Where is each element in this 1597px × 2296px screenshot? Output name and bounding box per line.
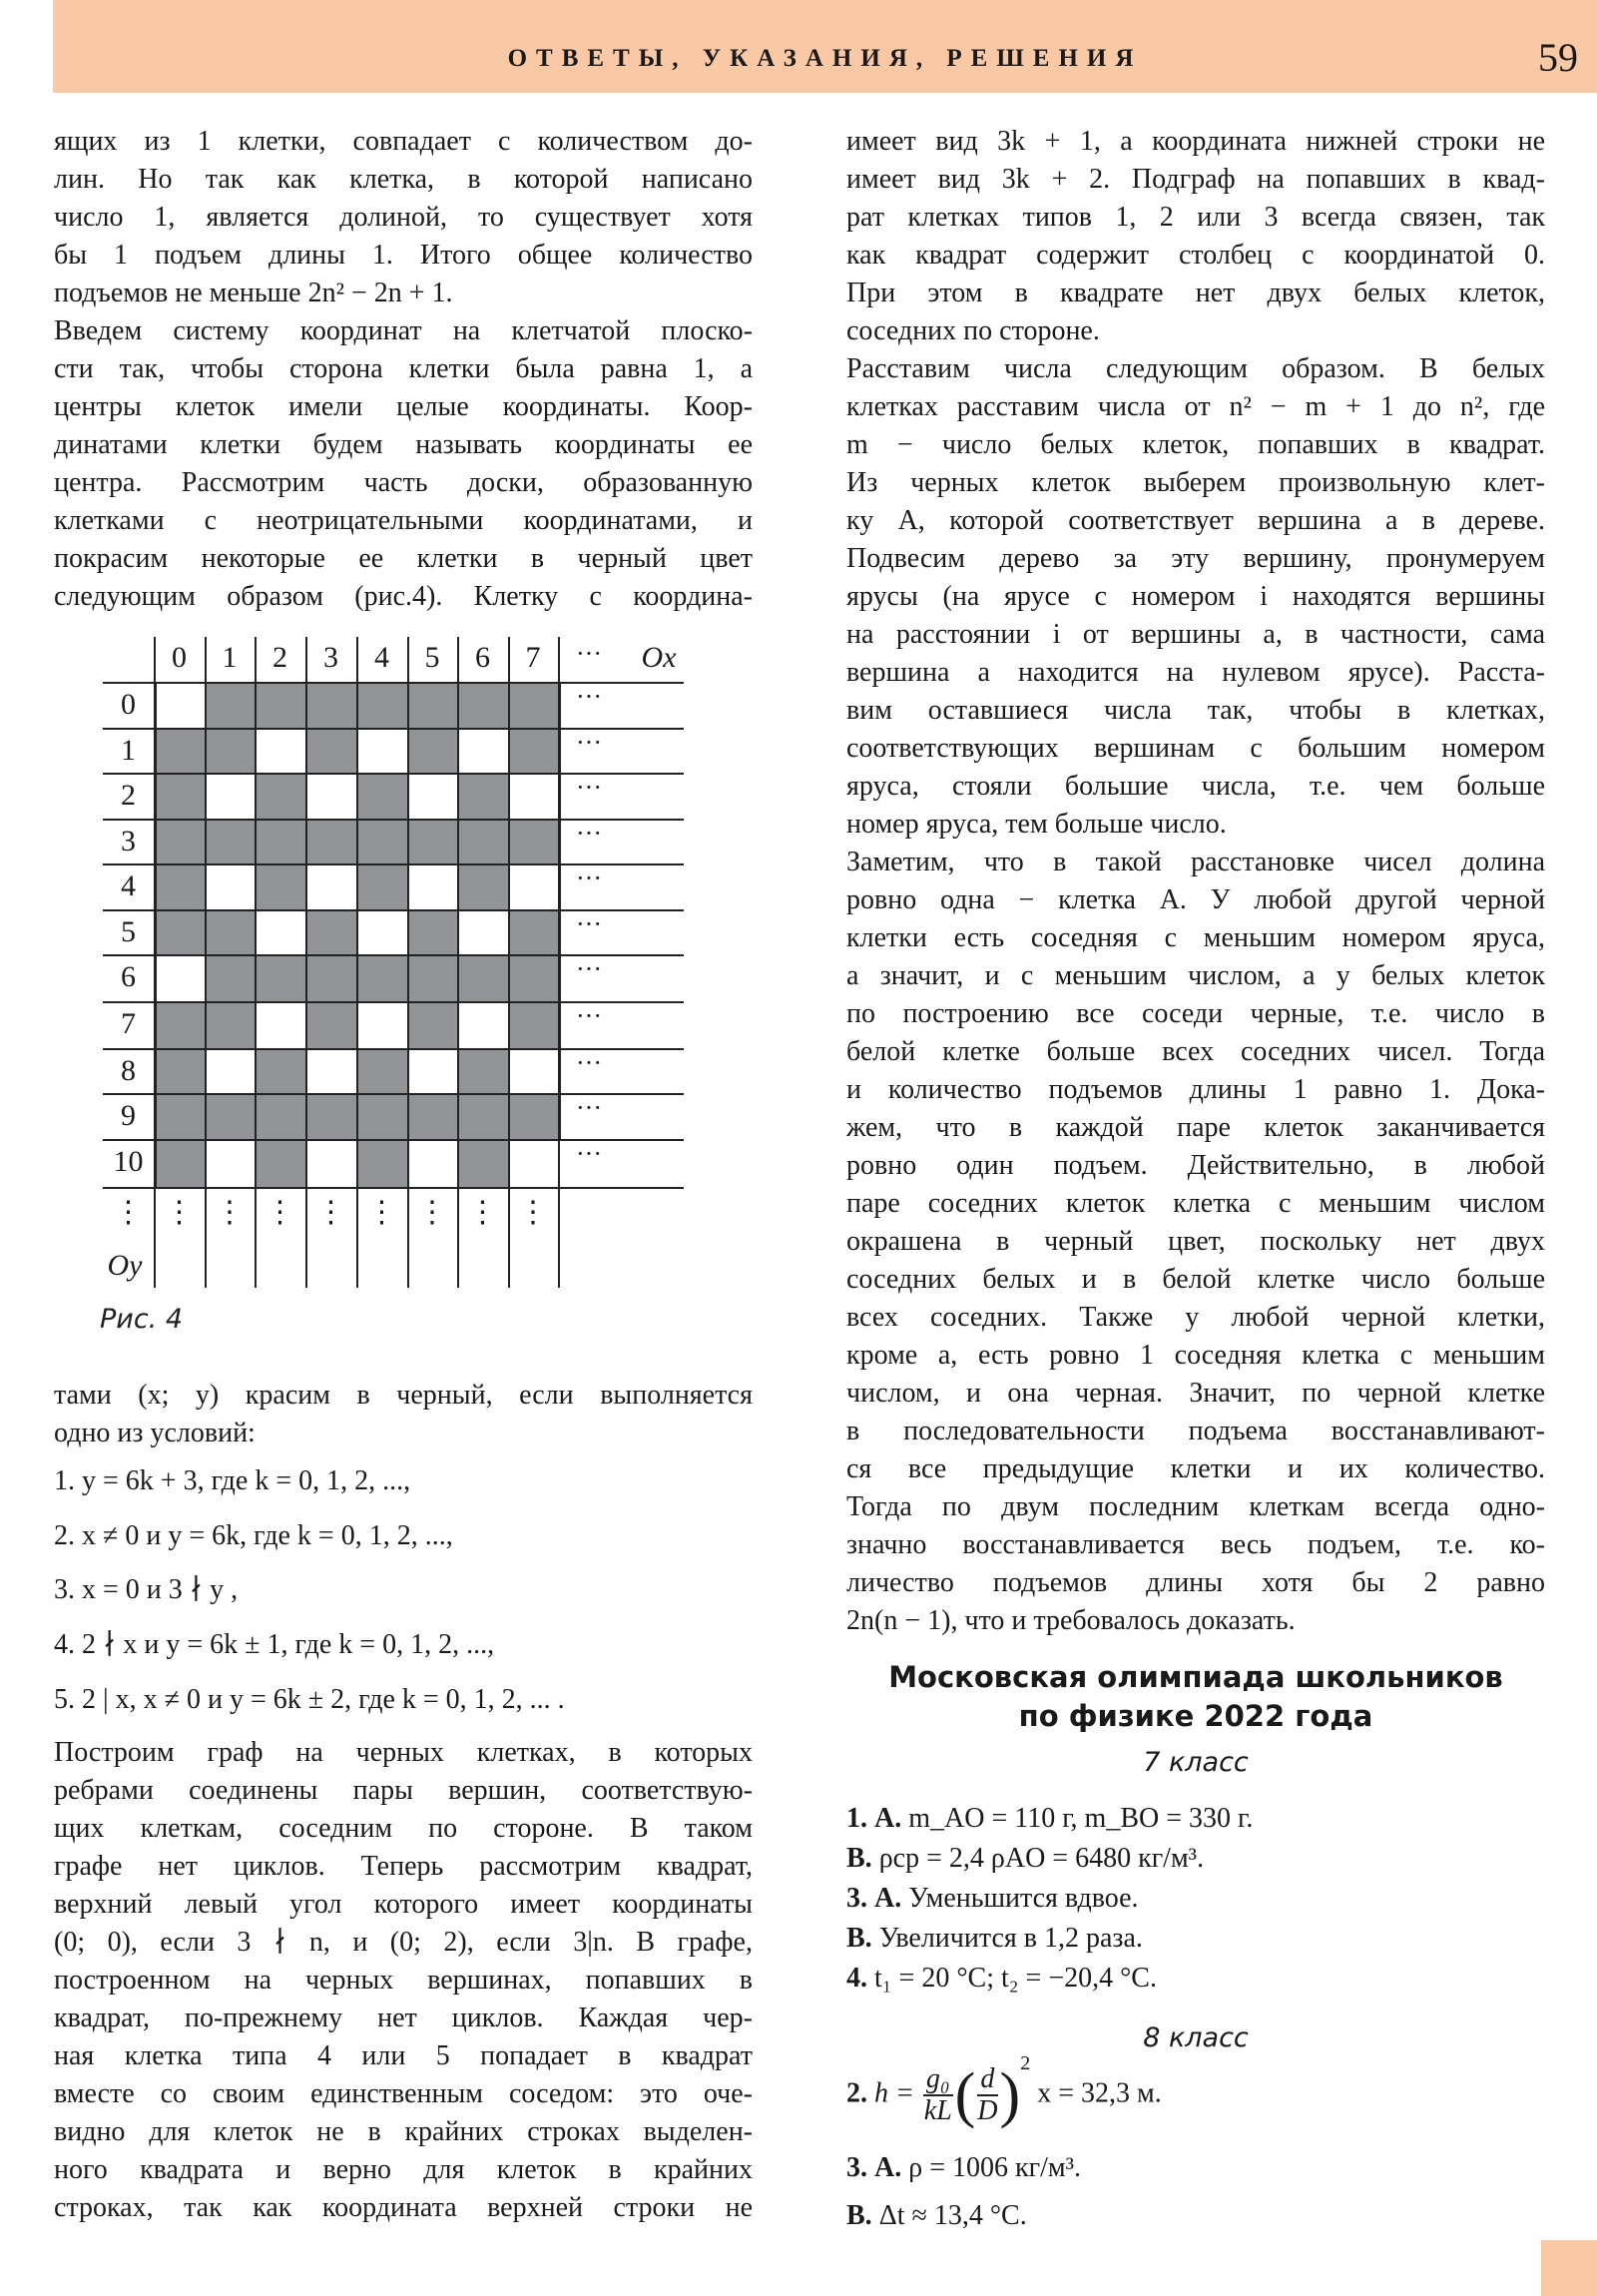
answer-label: 3. А. [846, 1883, 909, 1914]
text-line: Расставим числа следующим образом. В белых [846, 353, 1545, 384]
grid-cell-black [508, 1001, 558, 1048]
text-line: ровно один подъем. Действительно, в любой [846, 1150, 1545, 1181]
text-line: Введем систему координат на клетчатой плоско- [54, 315, 753, 346]
text-line: центра. Рассмотрим часть доски, образованную [54, 467, 753, 498]
text-line: а значит, и с меньшим числом, а у белых клеток [846, 960, 1545, 991]
vertical-ellipsis: ⋮ [518, 1196, 548, 1229]
text-line: жем, что в каждой паре клеток заканчивается [846, 1112, 1545, 1143]
grid-cell-black [457, 819, 508, 863]
text-line: 2n(n − 1), что и требовалось доказать. [846, 1605, 1296, 1636]
grid-cell-black [457, 863, 508, 909]
text-line: белой клетке больше всех соседних чисел. Тогда [846, 1036, 1545, 1067]
grid-cell-black [205, 728, 255, 773]
text-line: и количество подъемов длины 1 равно 1. Дока- [846, 1074, 1545, 1105]
text-line: ярусы (на ярусе с номером i находятся вершины [846, 581, 1545, 612]
grid-cell-black [305, 954, 356, 1001]
answer-text: m_AO = 110 г, m_BO = 330 г. [908, 1803, 1254, 1834]
text-line: имеет вид 3k + 2. Подграф на попавших в квад- [846, 164, 1545, 195]
text-line: 1. y = 6k + 3, где k = 0, 1, 2, ..., [54, 1465, 411, 1496]
fraction-numerator: g₀ [923, 2064, 953, 2096]
grid-cell-black [154, 1093, 205, 1139]
answer-label: В. [846, 1923, 879, 1954]
answer-text: Уменьшится вдвое. [908, 1883, 1139, 1914]
answer-label: В. [846, 1843, 879, 1874]
row-label: 9 [121, 1099, 136, 1132]
grade-8-heading: 8 класс [1143, 2022, 1249, 2053]
grid-cell-black [305, 1093, 356, 1139]
text-line: соседних по стороне. [846, 315, 1100, 346]
y-axis-label: Oy [107, 1249, 143, 1282]
answer-label: 4. [846, 1963, 874, 1994]
text-line: ящих из 1 клетки, совпадает с количеством до- [54, 126, 753, 157]
text-line: рат клетках типов 1, 2 или 3 всегда связен, так [846, 202, 1545, 233]
column-label: 3 [323, 641, 338, 674]
row-ellipsis: ··· [576, 682, 602, 711]
grid-cell-black [305, 909, 356, 954]
column-label: 1 [222, 641, 238, 674]
text-line: клетках расставим числа от n² − m + 1 до n², где [846, 391, 1545, 422]
grid-cell-black [457, 773, 508, 819]
grid-cell-black [255, 1139, 305, 1187]
grid-cell-black [255, 773, 305, 819]
grid-cell-black [356, 773, 407, 819]
text-line: динатами клетки будем называть координаты ее [54, 429, 753, 460]
grid-cell-black [205, 682, 255, 728]
answer-line [846, 2196, 1545, 2236]
text-line: верхний левый угол которого имеет координаты [54, 1889, 753, 1920]
text-line: бы 1 подъем длины 1. Итого общее количество [54, 240, 753, 271]
grid-cell-black [255, 1048, 305, 1093]
grid-cell-black [356, 863, 407, 909]
grid-cell-black [508, 819, 558, 863]
grid-cell-black [255, 682, 305, 728]
paren-left: ( [954, 2061, 976, 2129]
vertical-ellipsis: ⋮ [215, 1196, 245, 1229]
formula-lhs: h = [874, 2077, 914, 2109]
grid-cell-black [356, 954, 407, 1001]
text-line: ная клетка типа 4 или 5 попадает в квадрат [54, 2040, 753, 2071]
text-line: центры клеток имели целые координаты. Коор- [54, 391, 753, 422]
text-line: Подвесим дерево за эту вершину, пронумеруем [846, 543, 1545, 574]
text-line: 5. 2 | x, x ≠ 0 и y = 6k ± 2, где k = 0, 1, 2, ... . [54, 1683, 565, 1715]
row-ellipsis: ··· [576, 1139, 602, 1168]
text-line: ребрами соединены пары вершин, соответствую- [54, 1775, 753, 1806]
grid-cell-black [356, 682, 407, 728]
formula-rhs: x = 32,3 м. [1037, 2077, 1162, 2109]
title-line-2: по физике 2022 года [1018, 1699, 1373, 1733]
vertical-ellipsis: ⋮ [265, 1196, 295, 1229]
grid-cell-black [154, 1001, 205, 1048]
column-label: 0 [172, 641, 187, 674]
region-border [558, 682, 561, 1139]
grid-cell-black [356, 1093, 407, 1139]
text-line: яруса, стояли большие числа, т.е. чем больше [846, 771, 1545, 802]
grid-cell-black [154, 728, 205, 773]
vertical-ellipsis: ⋮ [417, 1196, 447, 1229]
answer-text: Увеличится в 1,2 раза. [878, 1923, 1143, 1954]
grid-cell-black [255, 819, 305, 863]
left-column-text-bottom [54, 1734, 753, 2227]
grid-cell-black [457, 1139, 508, 1187]
text-line: клетками с неотрицательными координатами, и [54, 505, 753, 536]
text-line: личество подъемов длины хотя бы 2 равно [846, 1567, 1545, 1598]
column-label: 7 [525, 641, 541, 674]
answer-text: t₁ = 20 °C; t₂ = −20,4 °C. [874, 1963, 1157, 1994]
grid-cell-black [457, 954, 508, 1001]
row-ellipsis: ··· [576, 863, 602, 892]
conditions-list [54, 1454, 753, 1727]
vertical-ellipsis: ⋮ [366, 1196, 397, 1229]
grid-cell-black [457, 1093, 508, 1139]
text-line: сти так, чтобы сторона клетки была равна 1, а [54, 353, 753, 384]
grid-cell-black [457, 682, 508, 728]
text-line: покрасим некоторые ее клетки в черный цвет [54, 543, 753, 574]
grid-cell-black [305, 819, 356, 863]
text-line: окрашена в черный цвет, поскольку нет двух [846, 1226, 1545, 1257]
row-label: 2 [121, 779, 136, 812]
row-label: 4 [121, 869, 136, 902]
paren-right: ) [999, 2061, 1021, 2129]
grid-cell-black [508, 954, 558, 1001]
grid-cell-black [154, 773, 205, 819]
grid-cell-black [508, 728, 558, 773]
grid-cell-black [305, 682, 356, 728]
vertical-ellipsis: ⋮ [113, 1196, 144, 1229]
answer-line [846, 1839, 1545, 1879]
text-line: кроме a, есть ровно 1 соседняя клетка с меньшим [846, 1340, 1545, 1371]
right-column-text [846, 123, 1545, 1640]
grid-cell-black [356, 1048, 407, 1093]
text-line: 4. 2 ∤ x и y = 6k ± 1, где k = 0, 1, 2, ..., [54, 1629, 495, 1661]
answer-line [846, 1879, 1545, 1919]
inner-numerator: d [977, 2064, 997, 2096]
answer-label: 2. [846, 2077, 867, 2109]
text-line: 2. x ≠ 0 и y = 6k, где k = 0, 1, 2, ..., [54, 1519, 453, 1551]
text-line: строках, так как координата верхней строки не [54, 2192, 753, 2223]
answer-8-2 [846, 2052, 1162, 2129]
grid-cell-black [407, 1001, 457, 1048]
text-line: клетки есть соседняя с меньшим номером яруса, [846, 922, 1545, 953]
text-line: При этом в квадрате нет двух белых клеток, [846, 278, 1545, 308]
answer-label: 3. А. [846, 2152, 909, 2183]
answer-line [846, 2148, 1545, 2188]
grid-cell-black [255, 1093, 305, 1139]
grid-cell-black [407, 954, 457, 1001]
text-line: следующим образом (рис.4). Клетку с координа- [54, 581, 753, 612]
region-border [154, 682, 157, 1187]
figure-caption: Рис. 4 [100, 1304, 184, 1335]
text-line: на расстоянии i от вершины a, в частности, сама [846, 619, 1545, 650]
grid-cell-black [255, 863, 305, 909]
grid-cell-black [356, 1139, 407, 1187]
text-line: построенном на черных вершинах, попавших в [54, 1965, 753, 1996]
left-column-text-mid [54, 1377, 753, 1452]
text-line: m − число белых клеток, попавших в квадрат. [846, 429, 1545, 460]
column-label: 5 [424, 641, 440, 674]
row-label: 0 [121, 688, 136, 721]
left-column-text-top [54, 123, 753, 616]
text-line: ного квадрата и верно для клеток в крайних [54, 2154, 753, 2185]
corner-tab [1541, 2240, 1597, 2296]
inner-fraction [977, 2064, 997, 2126]
column-ellipsis: ··· [576, 639, 602, 668]
text-line: квадрат, по-прежнему нет циклов. Каждая чер- [54, 2003, 753, 2033]
answer-line [846, 1799, 1545, 1839]
text-line: лин. Но так как клетка, в которой написано [54, 164, 753, 195]
grid-cell-black [154, 1048, 205, 1093]
text-line: по построению все соседи черные, т.е. число в [846, 998, 1545, 1029]
text-line: вим оставшиеся числа так, чтобы в клетках, [846, 695, 1545, 726]
grid-cell-black [154, 863, 205, 909]
row-ellipsis: ··· [576, 773, 602, 802]
text-line: имеет вид 3k + 1, а координата нижней строки не [846, 126, 1545, 157]
grid-cell-black [205, 819, 255, 863]
fraction [923, 2064, 953, 2126]
grid-cell-black [508, 1093, 558, 1139]
grid-cell-black [407, 819, 457, 863]
column-label: 2 [272, 641, 287, 674]
grid-cell-black [508, 909, 558, 954]
text-line: щих клеткам, соседним по стороне. В таком [54, 1813, 753, 1844]
grid-cell-black [205, 954, 255, 1001]
row-ellipsis: ··· [576, 819, 602, 848]
grid-cell-black [407, 682, 457, 728]
text-line: Построим граф на черных клетках, в которых [54, 1737, 753, 1768]
header-title: ОТВЕТЫ, УКАЗАНИЯ, РЕШЕНИЯ [507, 45, 1143, 72]
text-line: ся все предыдущие клетки и их количество. [846, 1453, 1545, 1484]
grid-cell-black [407, 909, 457, 954]
grid-cell-black [305, 728, 356, 773]
grade-7-answers [846, 1799, 1545, 1999]
text-line: ровно одна − клетка A. У любой другой черной [846, 884, 1545, 915]
answer-text: Δt ≈ 13,4 °C. [878, 2200, 1027, 2231]
text-line: Заметим, что в такой расстановке чисел долина [846, 847, 1545, 877]
text-line: Тогда по двум последним клеткам всегда одно- [846, 1491, 1545, 1522]
grid-cell-black [356, 819, 407, 863]
grid-line-horizontal [103, 1187, 684, 1189]
row-label: 6 [121, 960, 136, 993]
row-label: 10 [113, 1145, 144, 1178]
grid-cell-black [154, 819, 205, 863]
grid-cell-black [205, 1001, 255, 1048]
page-number: 59 [1538, 35, 1578, 80]
x-axis-label: Ox [641, 641, 677, 674]
text-line: соответствующих вершинам с большим номером [846, 733, 1545, 764]
row-ellipsis: ··· [576, 1048, 602, 1077]
text-line: паре соседних клеток клетка с меньшим числом [846, 1188, 1545, 1219]
vertical-ellipsis: ⋮ [164, 1196, 195, 1229]
row-label: 8 [121, 1054, 136, 1087]
title-line-1: Московская олимпиада школьников [888, 1660, 1503, 1694]
column-label: 4 [374, 641, 389, 674]
answer-label: В. [846, 2200, 879, 2231]
answer-line [846, 1959, 1545, 1999]
grid-cell-black [255, 954, 305, 1001]
grid-cell-black [407, 728, 457, 773]
text-line: соседних белых и в белой клетке число больше [846, 1264, 1545, 1295]
row-ellipsis: ··· [576, 909, 602, 938]
grid-cell-black [205, 909, 255, 954]
text-line: номер яруса, тем больше число. [846, 809, 1227, 840]
row-ellipsis: ··· [576, 728, 602, 757]
fraction-denominator: kL [923, 2095, 952, 2126]
column-label: 6 [475, 641, 490, 674]
text-line: видно для клеток не в крайних строках выделен- [54, 2116, 753, 2147]
row-label: 1 [121, 734, 136, 767]
vertical-ellipsis: ⋮ [467, 1196, 498, 1229]
grid-cell-black [154, 1139, 205, 1187]
answer-text: ρср = 2,4 ρAO = 6480 кг/м³. [878, 1843, 1205, 1874]
text-line: вершина a находится на нулевом ярусе). Расста- [846, 657, 1545, 688]
text-line: одно из условий: [54, 1418, 256, 1448]
text-line: Из черных клеток выберем произвольную клет- [846, 467, 1545, 498]
text-line: всех соседних. Также у любой черной клетки, [846, 1302, 1545, 1333]
text-line: ку A, которой соответствует вершина a в дереве. [846, 505, 1545, 536]
grid-cell-black [305, 1001, 356, 1048]
physics-olympiad-title [846, 1658, 1545, 1736]
grid-cell-black [407, 1093, 457, 1139]
answer-line [846, 1919, 1545, 1959]
text-line: значно восстанавливается весь подъем, т.е. ко- [846, 1529, 1545, 1560]
text-line: 3. x = 0 и 3 ∤ y , [54, 1574, 239, 1606]
grid-cell-black [508, 682, 558, 728]
grade-7-heading: 7 класс [1143, 1747, 1249, 1778]
text-line: вместе со своим единственным соседом: это оче- [54, 2078, 753, 2109]
grid-cell-black [205, 1093, 255, 1139]
answer-text: ρ = 1006 кг/м³. [908, 2152, 1081, 2183]
row-ellipsis: ··· [576, 1093, 602, 1122]
running-header [53, 0, 1597, 93]
answer-label: 1. А. [846, 1803, 909, 1834]
text-line: тами (x; y) красим в черный, если выполняется [54, 1380, 753, 1411]
exponent: 2 [1020, 2052, 1031, 2075]
text-line: (0; 0), если 3 ∤ n, и (0; 2), если 3|n. В графе, [54, 1927, 753, 1958]
row-ellipsis: ··· [576, 954, 602, 983]
text-line: в последовательности подъема восстанавливают- [846, 1416, 1545, 1446]
text-line: числом, и она черная. Значит, по черной клетке [846, 1378, 1545, 1409]
text-line: как квадрат содержит столбец с координатой 0. [846, 240, 1545, 271]
row-label: 3 [121, 825, 136, 858]
inner-denominator: D [977, 2095, 998, 2126]
grade-8-answers [846, 2148, 1545, 2236]
grid-cell-black [154, 909, 205, 954]
text-line: графе нет циклов. Теперь рассмотрим квадрат, [54, 1851, 753, 1882]
row-label: 7 [121, 1007, 136, 1040]
text-line: подъемов не меньше 2n² − 2n + 1. [54, 278, 453, 308]
vertical-ellipsis: ⋮ [315, 1196, 346, 1229]
row-label: 5 [121, 915, 136, 948]
grid-cell-black [457, 1048, 508, 1093]
row-ellipsis: ··· [576, 1001, 602, 1030]
text-line: число 1, является долиной, то существует хотя [54, 202, 753, 233]
